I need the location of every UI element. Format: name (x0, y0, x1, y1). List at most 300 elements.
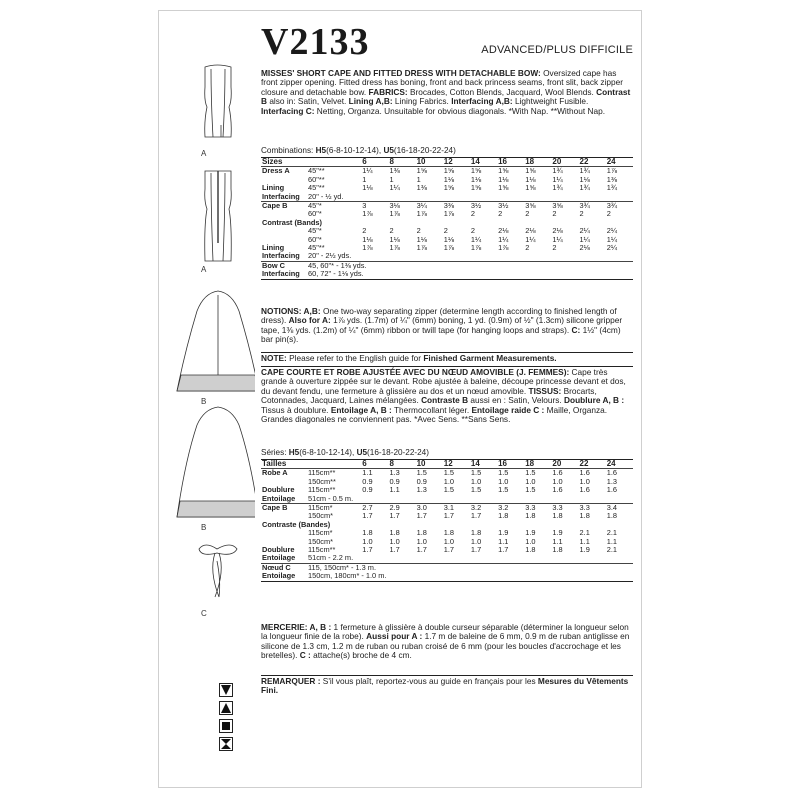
yardage-cell: 1¼ (361, 167, 388, 176)
en-lining-label: Lining A,B: (348, 96, 393, 107)
size-header: 24 (606, 460, 633, 469)
square-icon (219, 719, 233, 733)
fabric-width: 45"** (307, 183, 325, 193)
size-header: 14 (470, 460, 497, 469)
yardage-cell: 2 (525, 243, 530, 253)
yardage-cell: 1¼ (552, 234, 563, 244)
yardage-cell: 1.5 (416, 469, 443, 478)
yardage-cell: 1.1 (606, 536, 617, 546)
combo-h5-sizes: (6-8-10-12-14), (326, 146, 382, 155)
yardage-cell: 1¼ (470, 234, 482, 244)
yardage-cell: 3⅜ (443, 202, 470, 211)
series-label: Séries: (261, 448, 287, 457)
en-c-label: C: (571, 324, 581, 335)
yardage-cell: 1.8 (552, 545, 563, 555)
yardage-cell: 1.0 (362, 536, 373, 546)
en-interfacing-c-label: Interfacing C: (261, 105, 315, 116)
yardage-cell: 1.7 (416, 511, 427, 521)
down-triangle-icon (219, 683, 233, 697)
yardage-cell: 1.9 (525, 528, 536, 538)
size-header: 18 (524, 460, 551, 469)
row-label: Lining (262, 183, 285, 193)
yardage-cell: 3.3 (579, 504, 606, 513)
yardage-cell: 1¾ (606, 183, 617, 193)
en-contrast: also in: Satin, Velvet. (269, 96, 347, 107)
fr-mercerie (261, 623, 633, 661)
yardage-cell: 1.0 (443, 476, 455, 486)
yardage-cell: 2 (606, 209, 611, 219)
yardage-cell: 1.8 (498, 511, 509, 521)
en-combinations (261, 146, 456, 155)
yardage-cell: 1.0 (416, 536, 427, 546)
row-label: Doublure (262, 485, 295, 495)
size-header: 6 (361, 158, 388, 167)
fabric-width: 115cm** (307, 469, 361, 478)
yardage-cell: 2 (416, 226, 421, 236)
yardage-cell: 2.1 (579, 528, 590, 538)
yardage-cell: 1¼ (389, 183, 400, 193)
yardage-cell: 1.0 (443, 536, 455, 546)
size-header: 10 (416, 158, 443, 167)
yardage-cell: 1.8 (443, 528, 455, 538)
size-header: 12 (443, 460, 470, 469)
view-label-b-back: B (201, 523, 207, 532)
yardage-cell: 1.8 (416, 528, 427, 538)
fr-remarque (261, 677, 633, 696)
yardage-cell: 3½ (470, 202, 497, 211)
yardage-cell: 1.6 (551, 469, 578, 478)
difficulty-label: ADVANCED/PLUS DIFFICILE (481, 44, 633, 56)
combo-u5: U5 (383, 146, 394, 155)
row-label: Contrast (Bands) (262, 217, 322, 227)
yardage-cell: 1.0 (498, 476, 509, 486)
row-label (261, 227, 307, 235)
yardage-cell: 3¼ (416, 202, 443, 211)
yardage-cell: 2¼ (606, 226, 617, 236)
row-label: Entoilage (261, 572, 307, 581)
yardage-cell: 1.0 (525, 536, 536, 546)
yardage-row (261, 572, 633, 581)
fr-c-text: attache(s) broche de 4 cm. (313, 650, 412, 661)
fr-remarque-bold: Mesures du Vêtements Fini. (261, 676, 629, 696)
yardage-cell: 1⅛ (498, 174, 509, 184)
yardage-cell: 1⅝ (470, 183, 482, 193)
fabric-width: 20" - 2½ yds. (307, 251, 352, 261)
yardage-cell: 0.9 (416, 476, 427, 486)
yardage-cell: 1⅝ (498, 183, 509, 193)
fabric-width: 20" - ½ yd. (307, 191, 344, 201)
yardage-cell: 1⅞ (498, 243, 509, 253)
en-also-text: 1⅞ yds. (1.7m) of ¼" (6mm) boning, 1 yd. (0.9m) of ½" (1.3cm) silicone gripper tape, 1⅜ yds. (1.2m) of ¼" (6mm) ribbon or twill tape (for hanging loops and straps). (261, 315, 623, 335)
series-u5: U5 (356, 448, 368, 457)
yardage-cell: 0.9 (389, 476, 400, 486)
yardage-cell: 1.5 (497, 469, 524, 478)
size-header: 18 (524, 158, 551, 167)
yardage-cell: 1.7 (470, 511, 482, 521)
yardage-cell: 1 (362, 174, 367, 184)
yardage-cell: 1⅜ (606, 174, 617, 184)
fr-entoilage-label: Entoilage A, B : (330, 404, 392, 415)
yardage-cell: 1.0 (470, 536, 482, 546)
en-note-text: Please refer to the English guide for (289, 353, 422, 363)
yardage-cell: 1⅛ (362, 234, 373, 244)
view-label-c: C (201, 609, 207, 618)
yardage-cell: 1.6 (579, 485, 590, 495)
en-note-label: NOTE: (261, 353, 287, 363)
yardage-cell: 3.3 (551, 504, 578, 513)
fabric-width: 51cm - 0.5 m. (307, 493, 354, 503)
yardage-cell: 1⅝ (470, 167, 497, 176)
yardage-cell: 0.9 (362, 485, 373, 495)
yardage-cell: 1 (389, 174, 394, 184)
yardage-cell: 1.3 (606, 476, 617, 486)
yardage-cell: 1.5 (524, 469, 551, 478)
yardage-cell: 1.0 (552, 476, 563, 486)
size-header: 6 (361, 460, 388, 469)
fr-series (261, 448, 429, 457)
fr-c-label: C : (299, 650, 311, 661)
fabric-width: 60, 72" - 1⅛ yds. (307, 270, 633, 279)
fabric-width: 115cm* (307, 528, 333, 538)
en-title: MISSES' SHORT CAPE AND FITTED DRESS WITH DETACHABLE BOW: (261, 68, 541, 78)
yardage-cell: 2 (552, 243, 557, 253)
yardage-cell: 1¾ (552, 183, 563, 193)
yardage-cell: 1.5 (470, 469, 497, 478)
en-c-text: 1½" (4cm) bar pin(s). (261, 324, 621, 345)
en-lining: Lining Fabrics. (394, 96, 449, 107)
sizes-label: Sizes (261, 158, 307, 167)
yardage-cell: 1.0 (389, 536, 400, 546)
yardage-cell: 1.8 (606, 511, 617, 521)
yardage-cell: 2 (552, 209, 557, 219)
yardage-cell: 1.7 (498, 545, 509, 555)
yardage-cell: 1.1 (389, 485, 400, 495)
english-description (261, 69, 633, 116)
yardage-cell: 3½ (497, 202, 524, 211)
yardage-cell: 1.7 (470, 545, 482, 555)
yardage-cell: 1.8 (389, 528, 400, 538)
yardage-cell: 1.8 (552, 511, 563, 521)
yardage-cell: 2⅛ (498, 226, 509, 236)
row-label: Bow C (261, 261, 307, 270)
yardage-cell: 1⅛ (443, 234, 455, 244)
en-yardage-table (261, 157, 633, 280)
yardage-cell: 3⅝ (524, 202, 551, 211)
fr-title: CAPE COURTE ET ROBE AJUSTÉE AVEC DU NŒUD AMOVIBLE (J. FEMMES): (261, 367, 570, 377)
yardage-cell: 2¼ (579, 226, 590, 236)
row-label (261, 529, 307, 537)
fr-tissus-label: TISSUS: (528, 385, 562, 396)
yardage-cell: 1⅛ (470, 174, 482, 184)
fabric-width: 115, 150cm* - 1.3 m. (307, 563, 633, 572)
yardage-cell: 1¾ (551, 167, 578, 176)
yardage-cell: 3¾ (606, 202, 633, 211)
yardage-cell: 1⅛ (416, 234, 427, 244)
en-contrast-label: Contrast B (261, 86, 631, 107)
fr-aussi-label: Aussi pour A : (366, 631, 423, 642)
yardage-cell: 1⅛ (443, 174, 455, 184)
yardage-cell: 1.0 (579, 476, 590, 486)
yardage-cell: 0.9 (362, 476, 373, 486)
yardage-cell: 1.6 (579, 469, 606, 478)
series-h5: H5 (288, 448, 300, 457)
yardage-cell: 1¼ (606, 234, 617, 244)
size-header: 20 (551, 460, 578, 469)
yardage-cell: 2 (579, 209, 584, 219)
technical-drawings (159, 11, 255, 787)
row-label: Cape B (261, 202, 307, 211)
size-header: 16 (497, 158, 524, 167)
fr-entoilage-c-label: Entoilage raide C : (471, 404, 545, 415)
yardage-cell: 1.7 (389, 511, 400, 521)
yardage-cell: 2 (362, 226, 367, 236)
fabric-width: 45"** (307, 167, 361, 176)
yardage-cell: 2¼ (606, 243, 617, 253)
en-fabrics-label: FABRICS: (368, 86, 408, 97)
yardage-cell: 3.1 (443, 504, 470, 513)
yardage-cell: 2.9 (388, 504, 415, 513)
fr-mercerie-text: 1 fermeture à glissière à double curseur séparable (déterminer la longueur selon la longueur finie de la robe). (261, 622, 629, 642)
en-also-label: Also for A: (288, 315, 331, 326)
yardage-cell: 1⅝ (524, 167, 551, 176)
yardage-cell: 1.7 (443, 545, 455, 555)
view-label-a-front: A (201, 149, 207, 158)
yardage-cell: 1.3 (388, 469, 415, 478)
yardage-cell: 3.2 (470, 504, 497, 513)
yardage-cell: 1⅛ (362, 183, 373, 193)
en-interfacing: Lightweight Fusible. (514, 96, 589, 107)
fr-doublure: Tissus à doublure. (261, 404, 329, 415)
row-label: Interfacing (261, 270, 307, 279)
yardage-cell: 2.7 (361, 504, 388, 513)
series-h5-sizes: (6-8-10-12-14), (299, 448, 355, 457)
yardage-cell: 1⅞ (606, 167, 633, 176)
fabric-width: 150cm, 180cm* - 1.0 m. (307, 572, 633, 581)
yardage-cell: 1⅞ (416, 209, 427, 219)
yardage-cell: 1¼ (498, 234, 509, 244)
yardage-cell: 1⅞ (389, 209, 400, 219)
yardage-cell: 1.5 (443, 485, 455, 495)
yardage-cell: 3 (361, 202, 388, 211)
yardage-cell: 2 (470, 209, 476, 219)
row-label: Dress A (261, 167, 307, 176)
yardage-cell: 1⅞ (470, 243, 482, 253)
view-label-a-back: A (201, 265, 207, 274)
pattern-number: V2133 (261, 21, 370, 63)
row-label: Cape B (261, 504, 307, 513)
en-fabrics: Brocades, Cotton Blends, Jacquard, Wool Blends. (409, 86, 594, 97)
en-note (261, 354, 633, 363)
yardage-cell: 1.5 (470, 485, 482, 495)
garment-line-drawings (159, 11, 255, 787)
fr-contraste: aussi en : Satin, Velours. (470, 395, 562, 406)
yardage-cell: 1.5 (498, 485, 509, 495)
size-header: 10 (416, 460, 443, 469)
yardage-cell: 1⅛ (579, 174, 590, 184)
fabric-width: 60"** (307, 174, 325, 184)
fr-aussi-text: 1.7 m de baleine de 6 mm, 0.9 m de ruban antiglisse en silicone de 1.3 cm, 1.2 m de ruban ou ruban croisé de 6 mm (pour les boucles d'accrochage et les bretelles). (261, 631, 630, 661)
yardage-cell: 1.8 (525, 545, 536, 555)
fr-doublure-label: Doublure A, B : (564, 395, 625, 406)
sizes-label: Tailles (261, 460, 307, 469)
yardage-cell: 1.7 (389, 545, 400, 555)
yardage-cell: 1.8 (579, 511, 590, 521)
row-label: Lining (262, 243, 285, 253)
view-label-b-front: B (201, 397, 207, 406)
row-label: Contraste (Bandes) (262, 519, 331, 529)
en-notions-label: NOTIONS: A,B: (261, 306, 321, 316)
fr-mercerie-label: MERCERIE: A, B : (261, 622, 332, 632)
size-header: 22 (579, 158, 606, 167)
size-header: 12 (443, 158, 470, 167)
yardage-cell: 1.6 (552, 485, 563, 495)
yardage-cell: 3⅛ (388, 202, 415, 211)
row-label: Doublure (262, 545, 295, 555)
yardage-cell: 3¾ (579, 202, 606, 211)
pattern-envelope-back (158, 10, 642, 788)
fr-contraste-label: Contraste B (421, 395, 469, 406)
yardage-cell: 1⅛ (389, 234, 400, 244)
yardage-cell: 1¼ (552, 174, 563, 184)
yardage-cell: 1.7 (362, 545, 373, 555)
yardage-cell: 2.1 (606, 545, 617, 555)
fabric-width: 150cm* (307, 536, 334, 546)
yardage-cell: 1¼ (525, 234, 536, 244)
yardage-cell: 1.7 (416, 545, 427, 555)
fabric-width: 60"* (307, 234, 322, 244)
fabric-width: 150cm** (307, 476, 336, 486)
yardage-cell: 3.3 (524, 504, 551, 513)
fr-tissus: Brocarts, Cotonnades, Jacquard, Laines mélangées. (261, 385, 597, 406)
yardage-cell: 3.2 (497, 504, 524, 513)
yardage-cell: 1¾ (579, 167, 606, 176)
size-header: 20 (551, 158, 578, 167)
yardage-cell: 1.5 (525, 485, 536, 495)
yardage-cell: 1¾ (579, 183, 590, 193)
row-label: Entoilage (262, 553, 296, 563)
yardage-cell: 2⅛ (525, 226, 536, 236)
yardage-cell: 2⅛ (579, 243, 590, 253)
yardage-cell: 2⅛ (552, 226, 563, 236)
row-label: Nœud C (261, 563, 307, 572)
yardage-cell: 1 (416, 174, 421, 184)
size-header: 8 (388, 460, 415, 469)
fabric-width: 115cm** (307, 545, 336, 555)
yardage-cell: 1.0 (525, 476, 536, 486)
size-header: 8 (388, 158, 415, 167)
combo-h5: H5 (315, 146, 327, 155)
yardage-cell: 1⅛ (525, 174, 536, 184)
yardage-cell: 1.6 (606, 485, 617, 495)
en-note-bold: Finished Garment Measurements. (423, 353, 557, 363)
en-notions-text: One two-way separating zipper (determine length according to finished length of dress). (261, 306, 617, 326)
row-label: Robe A (261, 469, 307, 478)
size-header: 24 (606, 158, 633, 167)
fabric-width: 115cm** (307, 485, 336, 495)
yardage-cell: 1⅝ (443, 167, 470, 176)
yardage-cell: 1.1 (552, 536, 563, 546)
yardage-cell: 1.8 (362, 528, 373, 538)
yardage-cell: 2.1 (606, 528, 617, 538)
fr-metrage-table (261, 459, 633, 582)
yardage-cell: 1.6 (606, 469, 633, 478)
en-interfacing-label: Interfacing A,B: (451, 96, 513, 107)
yardage-row (261, 270, 633, 279)
yardage-cell: 2 (470, 226, 476, 236)
yardage-cell: 1.3 (416, 485, 427, 495)
row-label: Entoilage (262, 493, 296, 503)
row-label: Interfacing (262, 251, 300, 261)
yardage-cell: 2 (389, 226, 394, 236)
fabric-width: 45"** (307, 243, 325, 253)
fr-entoilage-c: Maille, Organza. Grandes diagonales ne conviennent pas. *Avec Sens. **Sans Sens. (261, 404, 608, 425)
yardage-cell: 3.0 (416, 504, 443, 513)
yardage-cell: 1.1 (361, 469, 388, 478)
yardage-cell: 2 (498, 209, 503, 219)
yardage-cell: 2 (443, 226, 448, 236)
yardage-cell: 1⅝ (525, 183, 536, 193)
yardage-cell: 1⅝ (443, 183, 455, 193)
yardage-cell: 1⅜ (388, 167, 415, 176)
yardage-cell: 1.7 (443, 511, 455, 521)
yardage-cell: 1⅞ (416, 243, 427, 253)
yardage-cell: 3⅝ (551, 202, 578, 211)
series-u5-sizes: (16-18-20-22-24) (367, 448, 429, 457)
fabric-width: 45, 60"* - 1⅜ yds. (307, 261, 633, 270)
yardage-cell: 1.9 (552, 528, 563, 538)
yardage-cell: 1⅜ (416, 183, 427, 193)
yardage-cell: 3.4 (606, 504, 633, 513)
yardage-cell: 1.1 (498, 536, 509, 546)
en-notions (261, 307, 633, 345)
fabric-width: 60"* (307, 209, 322, 219)
hourglass-icon (219, 737, 233, 751)
yardage-cell: 1⅞ (443, 209, 455, 219)
up-triangle-icon (219, 701, 233, 715)
yardage-cell: 2 (525, 209, 530, 219)
yardage-cell: 1⅞ (389, 243, 400, 253)
yardage-cell: 1.8 (525, 511, 536, 521)
fr-entoilage: Thermocollant léger. (393, 404, 470, 415)
fr-desc: Cape très grande à ouverture zippée sur le devant. Robe ajustée à baleine, découpe princesse devant et dos, du devant fendu, une fermeture à glissière au dos et un nœud amovible. (261, 367, 626, 396)
fabric-width: 51cm - 2.2 m. (307, 553, 354, 563)
size-header: 16 (497, 460, 524, 469)
fabric-width: 45"* (307, 226, 322, 236)
en-desc: Oversized cape has front zipper opening. Fitted dress has boning, front and back princess seams, front slit, back zipper closure and detachable bow. (261, 68, 624, 97)
en-interfacing-c: Netting, Organza. Unsuitable for obvious diagonals. *With Nap. **Without Nap. (316, 105, 606, 116)
size-header: 22 (579, 460, 606, 469)
fabric-width: 45"* (307, 202, 361, 211)
fr-remarque-text: S'il vous plaît, reportez-vous au guide en français pour les (322, 676, 536, 686)
combinations-label: Combinations: (261, 146, 314, 155)
yardage-cell: 1.1 (579, 536, 590, 546)
yardage-cell: 1⅝ (497, 167, 524, 176)
french-description (261, 368, 633, 424)
yardage-cell: 1.8 (470, 528, 482, 538)
fr-remarque-label: REMARQUER : (261, 676, 321, 686)
fabric-width: 150cm* (307, 511, 334, 521)
fabric-width: 115cm* (307, 504, 361, 513)
yardage-cell: 1.9 (579, 545, 590, 555)
yardage-cell: 1.7 (362, 511, 373, 521)
yardage-cell: 1.5 (443, 469, 470, 478)
row-label: Interfacing (262, 191, 300, 201)
yardage-cell: 1⅞ (362, 243, 373, 253)
yardage-cell: 1.9 (498, 528, 509, 538)
yardage-cell: 1.0 (470, 476, 482, 486)
size-header: 14 (470, 158, 497, 167)
yardage-cell: 1¼ (579, 234, 590, 244)
